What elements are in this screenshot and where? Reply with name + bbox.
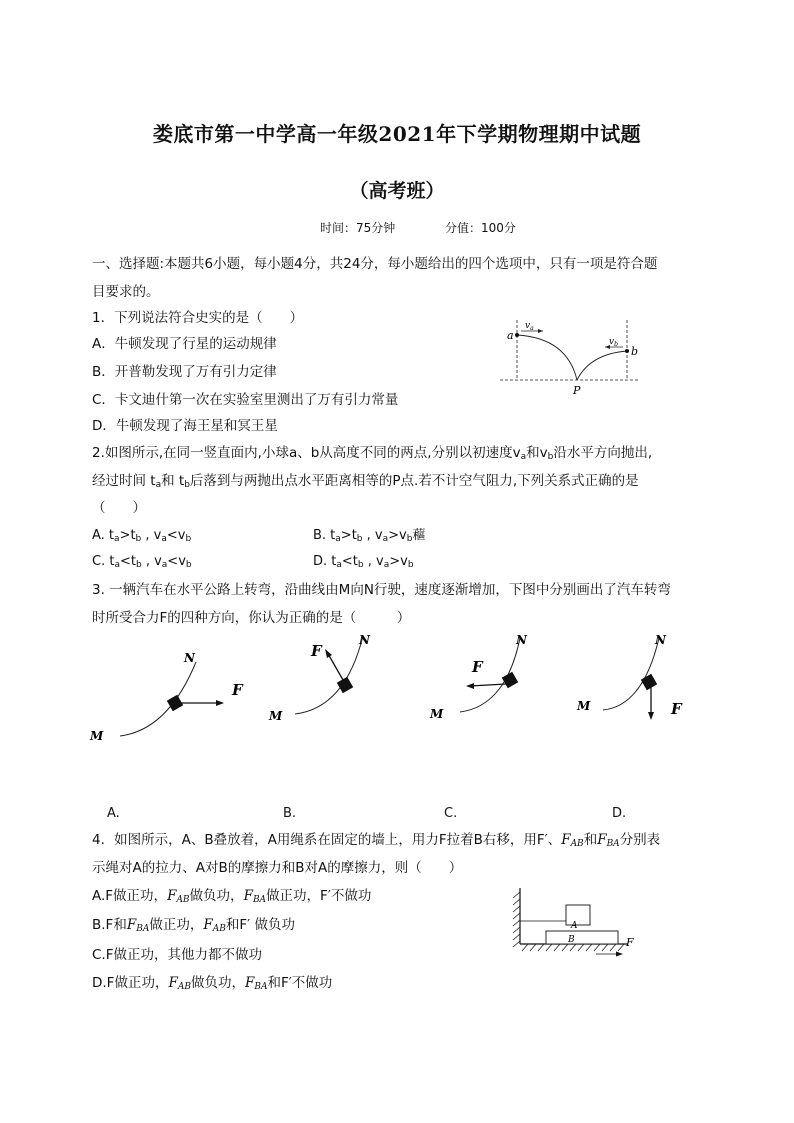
- q3-c-car: [502, 672, 518, 688]
- q3-d-force-arrowhead: [648, 712, 654, 720]
- q1-option-d: D．牛顿发现了海王星和冥王星: [92, 418, 278, 434]
- q3-option-label-c: C.: [444, 806, 458, 821]
- q3-b-label-n: N: [359, 633, 370, 647]
- q2-stem-line1: 2.如图所示,在同一竖直面内,小球a、b从高度不同的两点,分别以初速度$v_a$和$v_b$沿水平方向抛出,: [92, 445, 653, 462]
- section-instructions-line2: 目要求的。: [92, 284, 160, 300]
- q3-b-force-arrowhead: [325, 649, 332, 658]
- q3-c-force-arrow: [470, 684, 506, 686]
- q3-figure-b: [265, 628, 395, 728]
- exam-time: 时间：75分钟: [320, 221, 396, 235]
- q4-label-b: B: [568, 935, 575, 945]
- q3-b-car: [337, 677, 353, 693]
- q1-stem: 1．下列说法符合史实的是（ ）: [92, 310, 304, 326]
- q4-block-a: [566, 905, 590, 925]
- q1-label-b: b: [631, 345, 639, 358]
- q3-a-label-n: N: [184, 651, 195, 665]
- q3-c-label-f: F: [472, 658, 483, 676]
- q3-figure-c: [428, 628, 548, 728]
- q3-a-label-f: F: [232, 681, 243, 699]
- q3-b-label-m: M: [269, 709, 283, 723]
- q1-option-c: C．卡文迪什第一次在实验室里测出了万有引力常量: [92, 392, 399, 408]
- q3-a-force-arrowhead: [216, 700, 224, 706]
- q4-force-arrowhead: [616, 952, 623, 957]
- q1-point-a: [515, 333, 519, 337]
- q3-a-curve: [120, 662, 196, 736]
- exam-score: 分值：100分: [445, 221, 516, 235]
- q1-trajectory-a: [517, 335, 577, 380]
- q4-option-c: C.F做正功，其他力都不做功: [92, 947, 262, 963]
- q4-option-d: D.F做正功，$F_{AB}$做负功，$F_{BA}$和F′不做功: [92, 975, 333, 992]
- q4-floor-hatching: [522, 944, 624, 951]
- q4-blocks-figure: [508, 884, 658, 962]
- q3-b-curve: [295, 636, 363, 714]
- q3-stem-line1: 3. 一辆汽车在水平公路上转弯，沿曲线由M向N行驶，速度逐渐增加，下图中分别画出了汽车转弯: [92, 582, 671, 598]
- q4-stem-line1: 4．如图所示，A、B叠放着，A用绳系在固定的墙上，用力F拉着B右移，用F′、$F_{AB}$和$F_{BA}$分别表: [92, 832, 661, 849]
- q1-label-a: a: [507, 329, 514, 342]
- q3-d-label-n: N: [655, 633, 666, 647]
- q4-stem-line2: 示绳对A的拉力、A对B的摩擦力和B对A的摩擦力，则（ ）: [92, 860, 463, 876]
- q1-point-b: [625, 349, 629, 353]
- q4-label-a: A: [571, 921, 578, 931]
- q3-d-label-m: M: [577, 699, 591, 713]
- q2-stem-line3: （ ）: [92, 500, 146, 516]
- q1-option-b: B．开普勒发现了万有引力定律: [92, 364, 277, 380]
- q3-figure-a: [88, 640, 248, 750]
- q4-option-b: B.F和$F_{BA}$做正功，$F_{AB}$和F′ 做负功: [92, 917, 295, 934]
- q4-label-f: F: [626, 936, 634, 949]
- q1-trajectory-b: [577, 351, 627, 380]
- q4-wall-hatching: [513, 892, 520, 947]
- q1-label-va: $v_a$: [525, 321, 534, 332]
- q3-c-label-m: M: [430, 707, 444, 721]
- q1-label-p: P: [573, 384, 581, 397]
- q3-c-label-n: N: [516, 633, 527, 647]
- q3-a-label-m: M: [90, 729, 104, 743]
- q3-d-car: [641, 674, 657, 690]
- page-title: 娄底市第一中学高一年级2021年下学期物理期中试题: [152, 122, 642, 146]
- q3-stem-line2: 时所受合力F的四种方向，你认为正确的是（ ）: [92, 610, 411, 626]
- q2-stem-line2: 经过时间 $t_a$和 $t_b$后落到与两抛出点水平距离相等的P点.若不计空气阻力,下列关系式正确的是: [92, 473, 639, 490]
- q2-option-b: B. $t_a>t_b$ , $v_a>v_b$藲: [313, 528, 426, 544]
- q3-option-label-b: B.: [283, 806, 297, 821]
- q3-c-force-arrowhead: [466, 683, 474, 689]
- q3-option-label-d: D.: [612, 806, 627, 821]
- q1-label-vb: $v_b$: [609, 337, 618, 348]
- q4-option-a: A.F做正功，$F_{AB}$做负功，$F_{BA}$做正功，F′不做功: [92, 888, 372, 905]
- q2-option-a: A. $t_a>t_b$ , $v_a<v_b$: [92, 528, 192, 544]
- page-subtitle: （高考班）: [349, 180, 445, 202]
- q3-option-label-a: A.: [107, 806, 120, 821]
- q2-option-d: D. $t_a<t_b$ , $v_a>v_b$: [313, 554, 414, 570]
- q3-d-label-f: F: [671, 700, 682, 718]
- q2-option-c: C. $t_a<t_b$ , $v_a<v_b$: [92, 554, 192, 570]
- q1-option-a: A．牛顿发现了行星的运动规律: [92, 336, 277, 352]
- q3-figure-d: [575, 628, 695, 728]
- section-instructions-line1: 一、选择题:本题共6小题，每小题4分，共24分，每小题给出的四个选项中，只有一项是符合题: [92, 256, 658, 272]
- q1-projectile-figure: [495, 318, 645, 400]
- q3-b-label-f: F: [311, 642, 322, 660]
- q1-velocity-arrowhead-a: [538, 329, 543, 333]
- q4-block-b: [546, 931, 618, 944]
